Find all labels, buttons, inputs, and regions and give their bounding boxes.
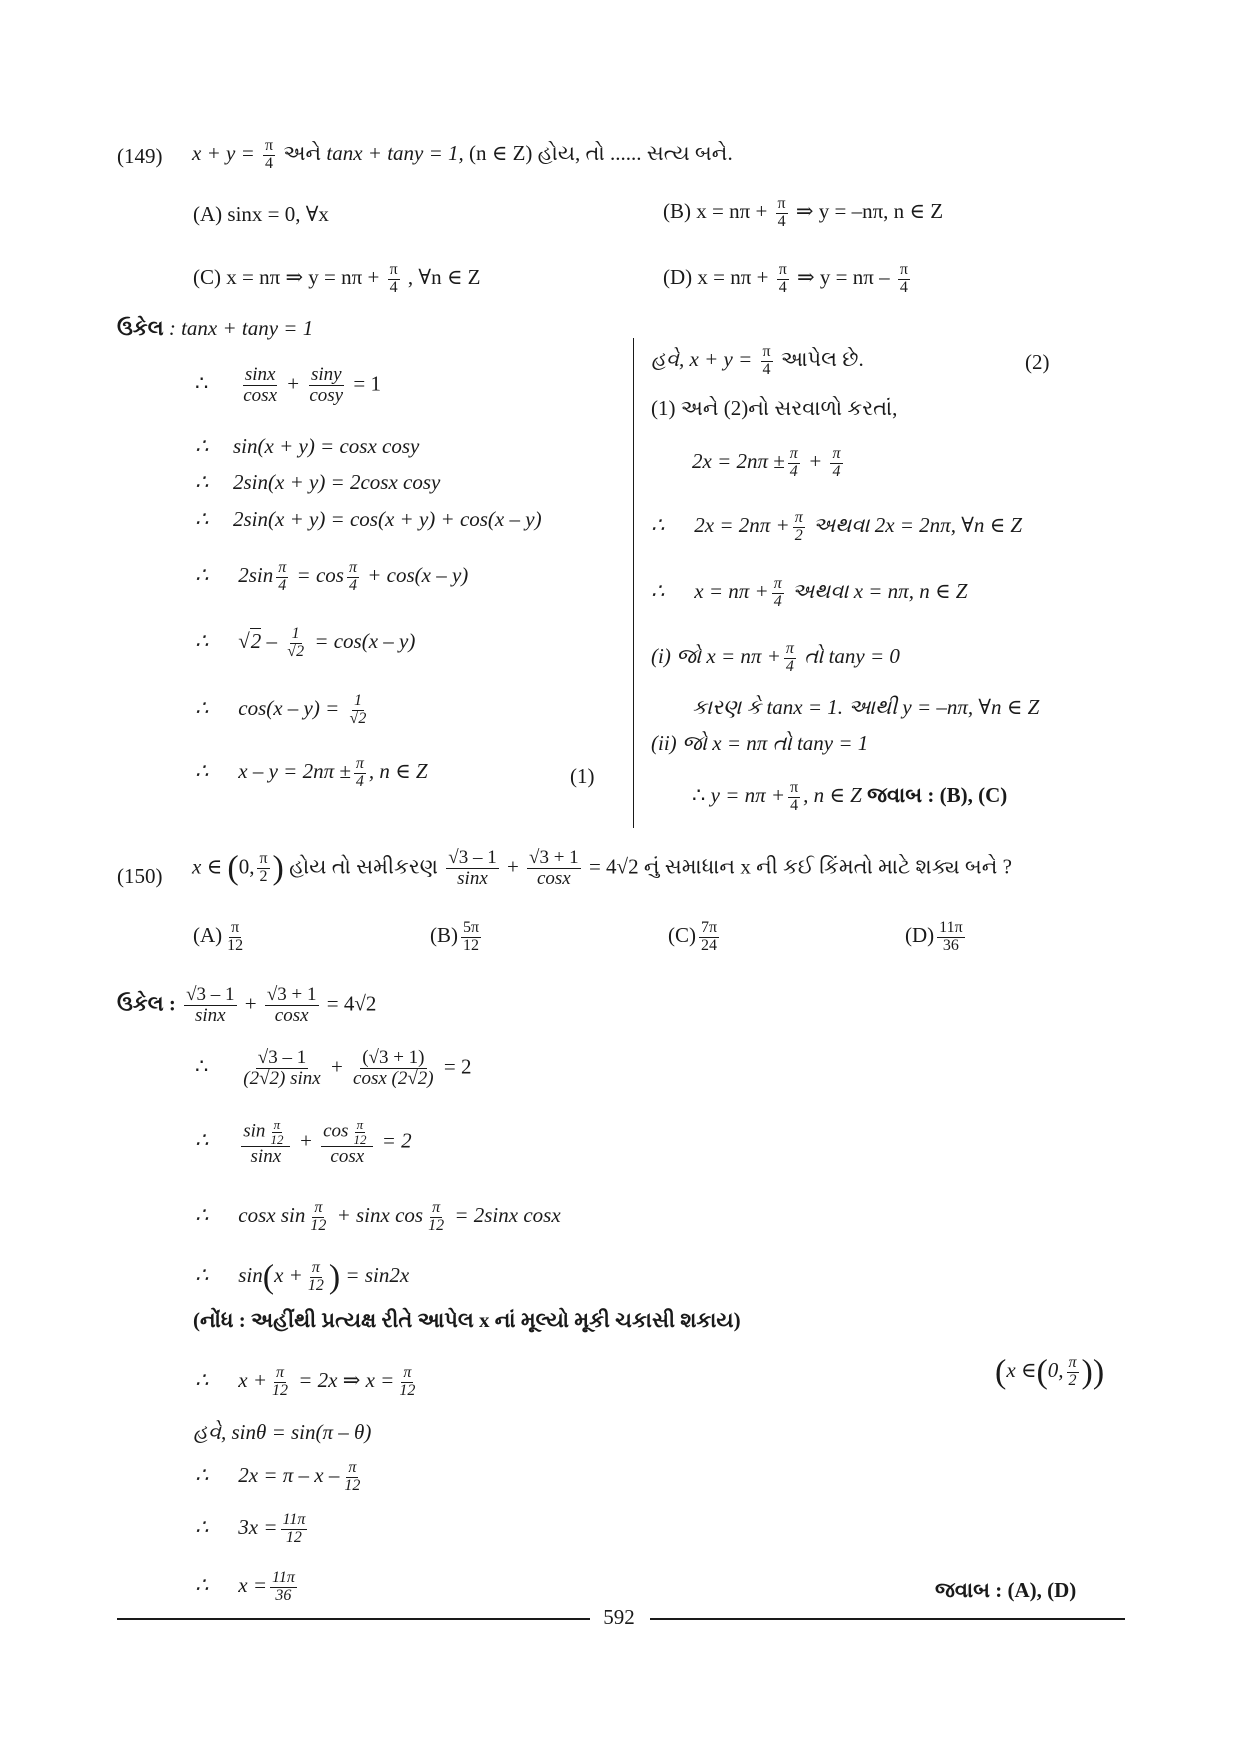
q149-equation-tag-1: (1) [570,764,595,788]
q149-answer: (B), (C) [939,783,1008,808]
q150-option-b: (B) $\frac{5\pi}{12}$ [430,919,480,954]
q149-right-step-9: ∴ y = nπ + $\frac{\pi}{4}$ , n ∈ Z જવાબ : (B), (C) [692,779,1008,814]
q149-right-step-6: (i) જો x = nπ + $\frac{\pi}{4}$ તો tany = 0 [651,640,900,675]
q150-step-7: હવે, sinθ = sin(π – θ) [193,1420,372,1444]
q150-option-c: (C) $\frac{7\pi}{24}$ [668,919,718,954]
q150-step-4: ∴ cosx sin $\frac{\pi}{12}$ + sinx cos $\frac{\pi}{12}$ = 2sinx cosx [195,1199,561,1234]
q150-option-a: (A) $\frac{\pi}{12}$ [193,919,244,954]
q149-right-step-2: (1) અને (2)નો સરવાળો કરતાં, [651,396,898,420]
q149-right-step-8: (ii) જો x = nπ તો tany = 1 [651,731,869,755]
footer-rule-left [117,1618,590,1620]
page-number: 592 [603,1605,635,1629]
q149-right-step-1: હવે, x + y = $\frac{\pi}{4}$ આપેલ છે. [651,343,864,378]
q149-step-4: ∴ 2sin(x + y) = 2cosx cosy [195,470,441,494]
q149-right-step-5: ∴ x = nπ + $\frac{\pi}{4}$ અથવા x = nπ, n ∈ Z [651,575,968,610]
q149-equation-tag-2: (2) [1025,350,1050,374]
q149-step-7: ∴ √2 – $\frac{1}{√2}$ = cos(x – y) [195,625,416,660]
q149-step-2: ∴ $\frac{\sin x}{\cos x}$ + $\frac{\sin y}{\cos y}$ = 1 [195,364,381,406]
q149-option-d: (D) x = nπ + $\frac{\pi}{4}$ ⇒ y = nπ – $\frac{\pi}{4}$ [663,261,908,296]
q150-step-6: ∴ x + $\frac{\pi}{12}$ = 2x ⇒ x = $\frac{\pi}{12}$ [195,1364,416,1399]
q150-note: (નોંધ : અહીંથી પ્રત્યક્ષ રીતે આપેલ x નાં મૂલ્યો મૂકી ચકાસી શકાય) [193,1308,741,1332]
q149-step-8: ∴ cos(x – y) = $\frac{1}{√2}$ [195,692,367,727]
q150-number: (150) [117,864,163,888]
q150-step-8: ∴ 2x = π – x – $\frac{\pi}{12}$ [195,1459,361,1494]
q150-step-2: ∴ $\frac{√3 - 1}{(2√2) \sin x}$ + $\frac{(√3 + 1)}{\cos x (2√2)}$ = 2 [195,1047,472,1089]
q150-side-condition: (x ∈(0, $\frac{\pi}{2}$ )) [995,1353,1105,1391]
q149-option-a: (A) sinx = 0, ∀x [193,202,329,226]
q150-step-9: ∴ 3x = $\frac{11\pi}{12}$ [195,1511,306,1546]
q150-step-5: ∴ sin(x + $\frac{\pi}{12}$ ) = sin2x [195,1258,410,1296]
q150-option-d: (D) $\frac{11\pi}{36}$ [905,919,963,954]
column-divider [633,338,634,828]
q149-right-step-7: કારણ કે tanx = 1. આથી y = –nπ, ∀n ∈ Z [692,695,1040,719]
q149-number: (149) [117,144,163,168]
q150-stem: x ∈ (0, $\frac{\pi}{2}$ ) હોય તો સમીકરણ $\frac{√3 - 1}{\sin x}$ + $\frac{√3 + 1}{\cos x}$ = 4√2 નું સમાધાન x ની કઈ કિંમતો માટે શક્ય બને ? [192,847,1012,889]
q150-solution-start: ઉકેલ : $\frac{√3 - 1}{\sin x}$ + $\frac{√3 + 1}{\cos x}$ = 4√2 [117,984,377,1026]
q149-right-step-4: ∴ 2x = 2nπ + $\frac{\pi}{2}$ અથવા 2x = 2nπ, ∀n ∈ Z [651,509,1023,544]
q149-step-6: ∴ 2sin $\frac{\pi}{4}$ = cos $\frac{\pi}{4}$ + cos(x – y) [195,559,469,594]
q149-option-b: (B) x = nπ + $\frac{\pi}{4}$ ⇒ y = –nπ, n ∈ Z [663,195,944,230]
footer-rule-right [650,1618,1125,1620]
q150-step-10: ∴ x = $\frac{11\pi}{36}$ [195,1569,295,1604]
q149-step-5: ∴ 2sin(x + y) = cos(x + y) + cos(x – y) [195,507,542,531]
q149-right-step-3: 2x = 2nπ ± $\frac{\pi}{4}$ + $\frac{\pi}{4}$ [692,445,841,480]
q149-stem: x + y = $\frac{\pi}{4}$ અને tanx + tany = 1, (n ∈ Z) હોય, તો ...... સત્ય બને. [192,137,733,172]
q150-step-3: ∴ sin $\frac{\pi}{12}$ sinx + cos $\frac{\pi}{12}$ cosx = 2 [195,1117,412,1168]
q149-solution-start: ઉકેલ : tanx + tany = 1 [117,316,314,340]
q149-step-9: ∴ x – y = 2nπ ± $\frac{\pi}{4}$ , n ∈ Z [195,755,428,790]
q149-option-c: (C) x = nπ ⇒ y = nπ + $\frac{\pi}{4}$ , ∀n ∈ Z [193,261,481,296]
q149-step-3: ∴ sin(x + y) = cosx cosy [195,434,420,458]
q150-answer: જવાબ : (A), (D) [935,1578,1077,1602]
